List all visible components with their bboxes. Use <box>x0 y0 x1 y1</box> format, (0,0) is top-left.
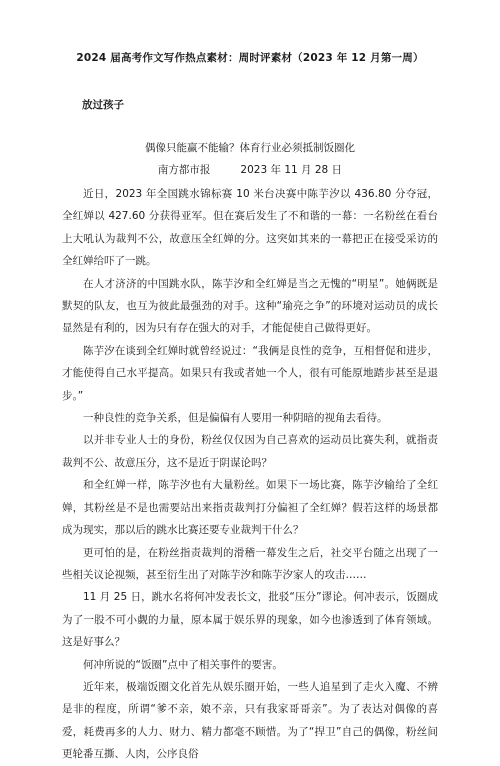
paragraph: 更可怕的是，在粉丝指责裁判的滑稽一幕发生之后，社交平台随之出现了一些相关议论视频，甚至衍生出了对陈芋汐和陈芋汐家人的攻击…… <box>62 546 438 581</box>
paragraph: 近年来，极端饭圈文化首先从娱乐圈开始，一些人追星到了走火入魔、不辨是非的程度，所谓“爹不亲，娘不亲，只有我家哥哥亲”。为了表达对偶像的喜爱，耗费再多的人力、财力、精力都毫不顾惜。为了“捍卫”自己的偶像，粉丝间更轮番互撕、人肉，公序良俗 <box>62 680 438 761</box>
article-date: 2023 年 11 月 28 日 <box>240 164 343 176</box>
document-title: 2024 届高考作文写作热点素材：周时评素材（2023 年 12 月第一周） <box>76 52 424 64</box>
article-meta <box>0 162 500 177</box>
paragraph: 何冲所说的“饭圈”点中了相关事件的要害。 <box>83 658 283 671</box>
paragraph: 以并非专业人士的身份，粉丝仅仅因为自己喜欢的运动员比赛失利，就指责裁判不公、故意压分，这不是近于阴谋论吗？ <box>62 434 438 469</box>
section-title: 放过孩子 <box>82 99 124 111</box>
paragraph: 一种良性的竞争关系，但是偏偏有人要用一种阴暗的视角去看待。 <box>83 412 388 425</box>
article-source: 南方都市报 <box>157 164 211 176</box>
article-headline: 偶像只能赢不能输？体育行业必须抵制饭圈化 <box>145 142 355 154</box>
article-body <box>62 183 438 766</box>
paragraph: 在人才济济的中国跳水队，陈芋汐和全红婵是当之无愧的“明星”。她俩既是默契的队友，也互为彼此最强劲的对手。这种“瑜亮之争”的环境对运动员的成长显然是有利的，因为只有存在强大的对手，才能促使自己做得更好。 <box>62 277 438 335</box>
paragraph: 和全红婵一样，陈芋汐也有大量粉丝。如果下一场比赛，陈芋汐输给了全红婵，其粉丝是不是也需要站出来指责裁判打分偏袒了全红婵？假若这样的场景都成为现实，那以后的跳水比赛还要专业裁判干什么？ <box>62 479 438 537</box>
paragraph: 11 月 25 日，跳水名将何冲发表长文，批驳“压分”谬论。何冲表示，饭圈成为了一股不可小觑的力量，原本属于娱乐界的现象，如今也渗透到了体育领域。这是好事么？ <box>62 591 438 649</box>
paragraph: 近日，2023 年全国跳水锦标赛 10 米台决赛中陈芋汐以 436.80 分夺冠，全红婵以 427.60 分获得亚军。但在赛后发生了不和谐的一幕：一名粉丝在看台上大吼认为裁判不公，故意压全红婵的分。这突如其来的一幕把正在接受采访的全红婵给吓了一跳。 <box>62 188 438 268</box>
paragraph: 陈芋汐在谈到全红婵时就曾经说过：“我俩是良性的竞争，互相督促和进步，才能使得自己水平提高。如果只有我或者她一个人，很有可能原地踏步甚至是退步。” <box>62 344 438 402</box>
